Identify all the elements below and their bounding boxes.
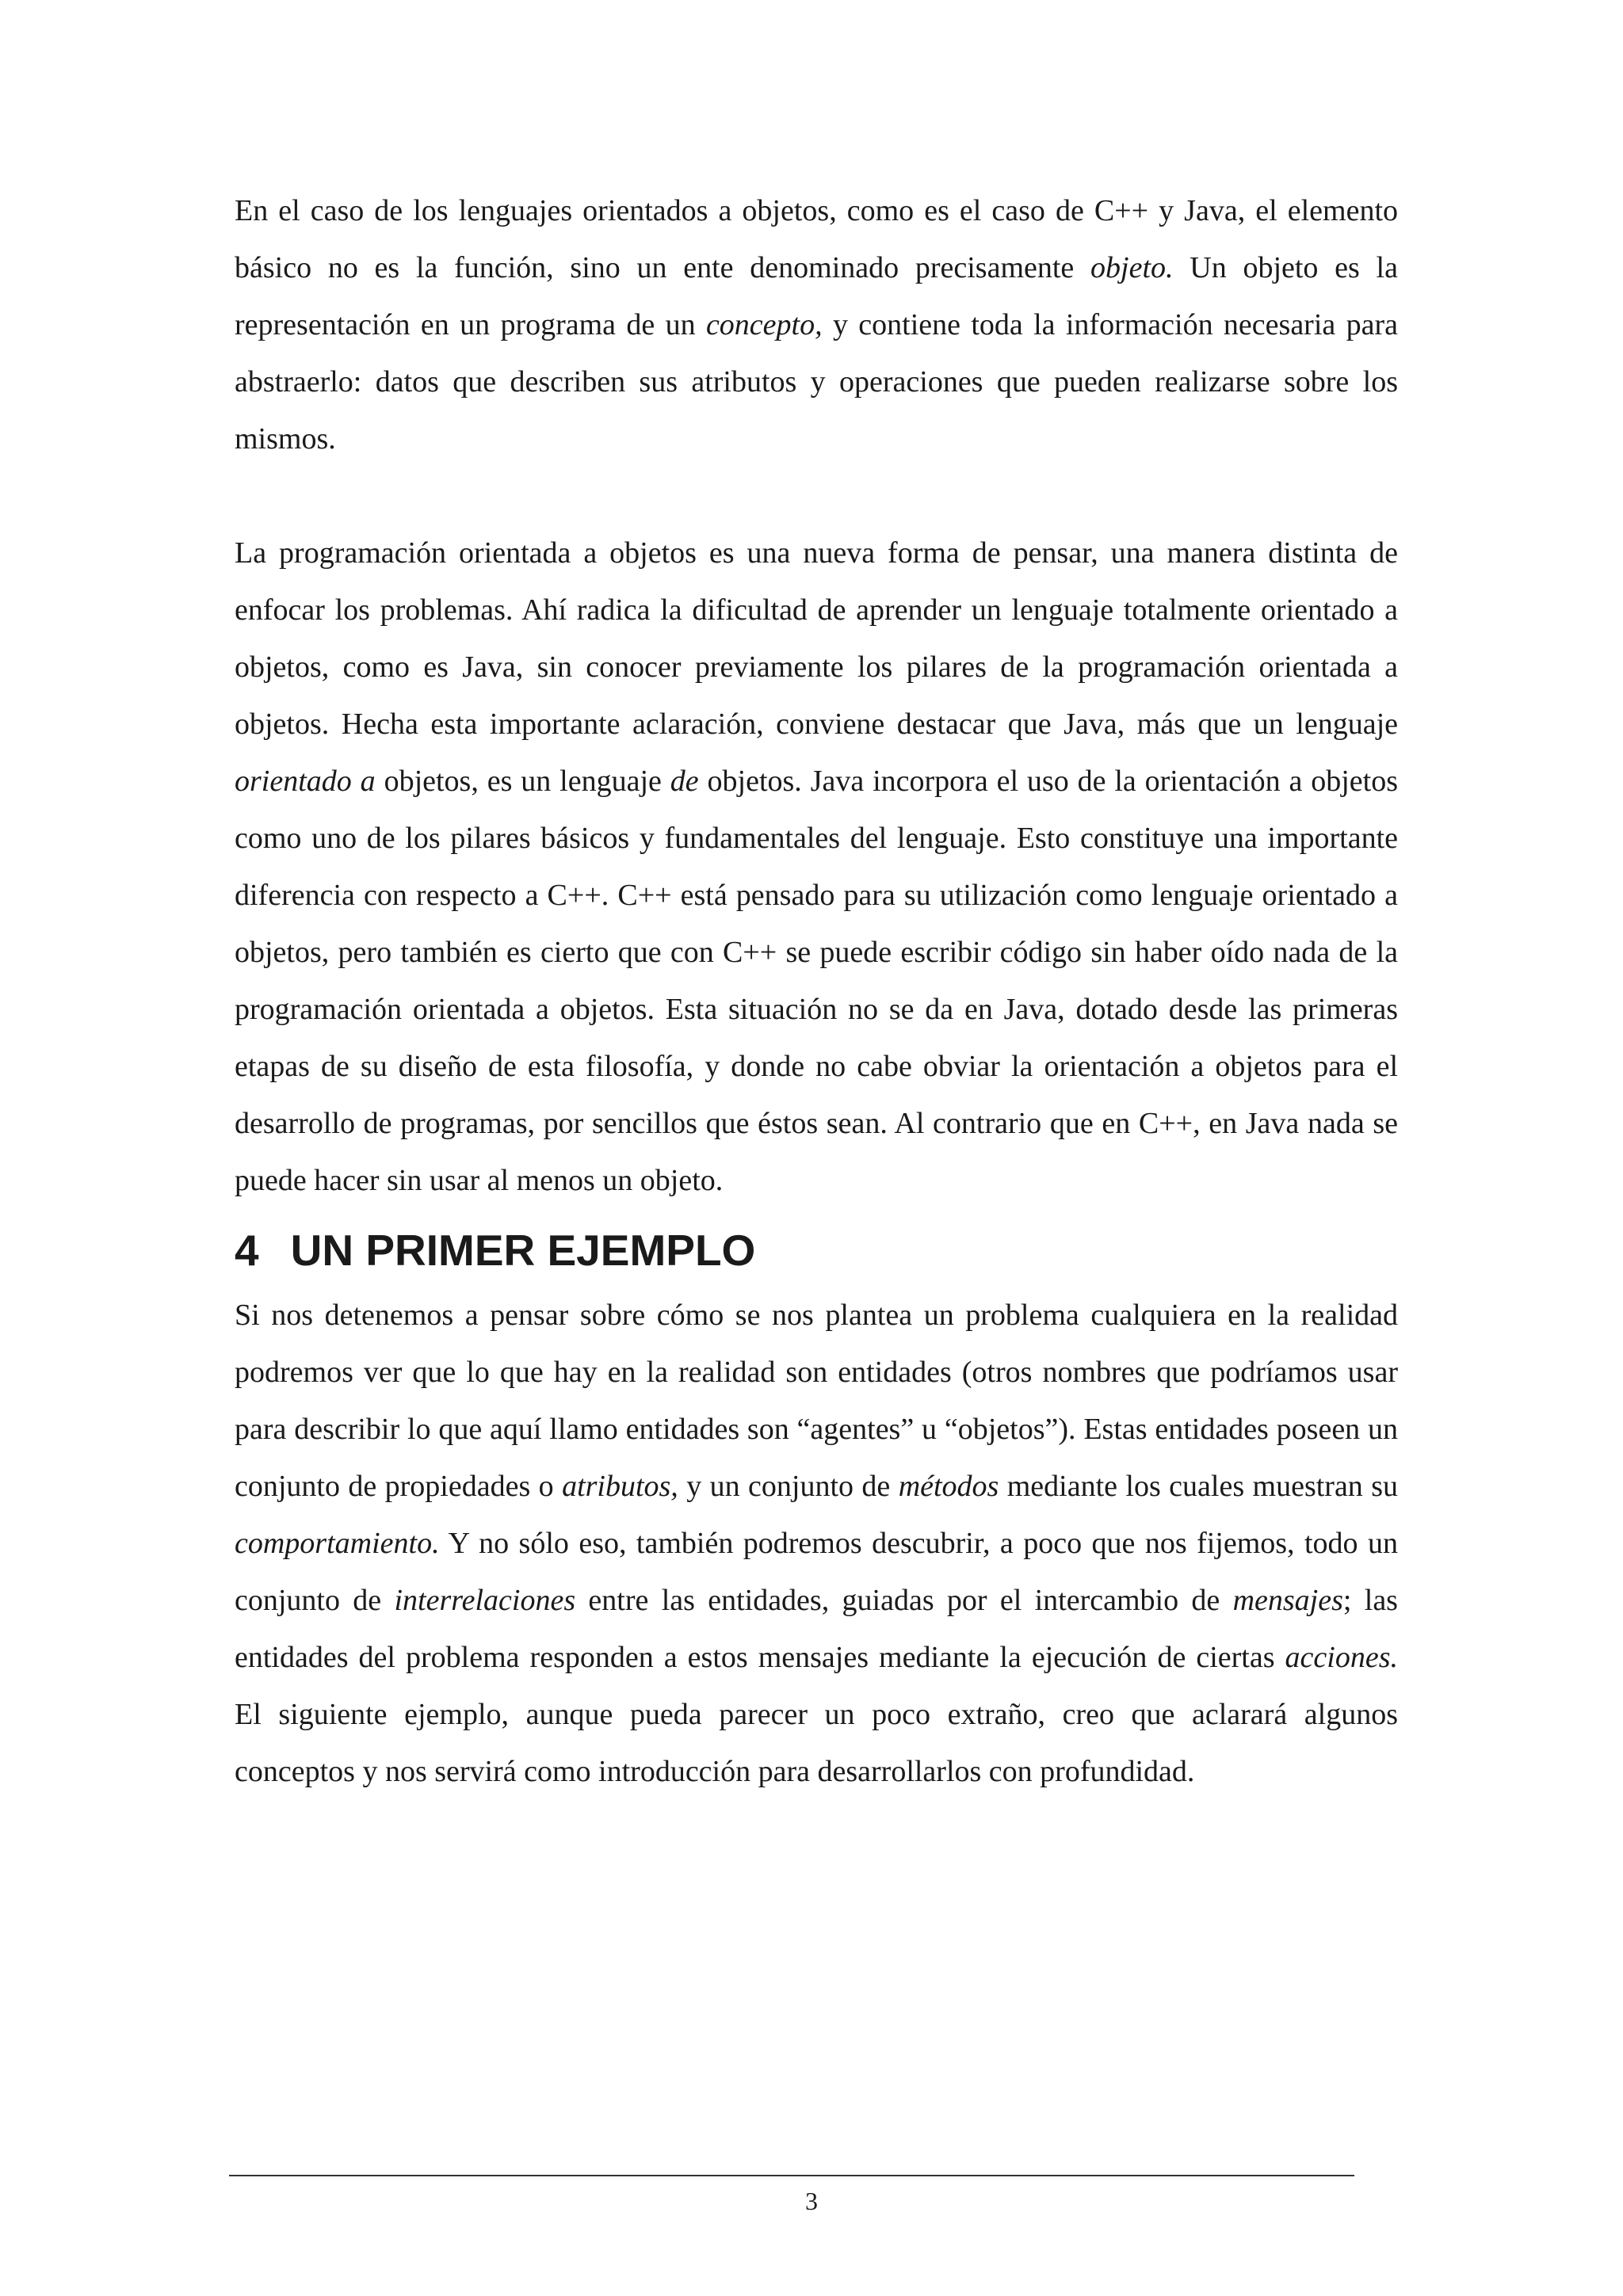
italic-term: concepto,	[705, 308, 823, 341]
text-run: El siguiente ejemplo, aunque pueda parecer un poco extraño, creo que aclarará algunos conceptos y nos servirá como introducción para desarrollarlos con profundidad.	[235, 1698, 1398, 1788]
italic-term: mensajes	[1232, 1584, 1343, 1617]
text-run: mediante los cuales muestran su	[999, 1470, 1398, 1503]
italic-term: métodos	[898, 1470, 999, 1503]
text-run: objetos, es un lenguaje	[375, 765, 670, 798]
page-number: 3	[805, 2187, 818, 2215]
section-paragraphs	[235, 1287, 1398, 1800]
text-run: Un objeto es la representación en un programa de un	[235, 251, 1398, 341]
intro-paragraphs	[235, 182, 1398, 1209]
italic-term: interrelaciones	[394, 1584, 576, 1617]
italic-term: de	[670, 765, 699, 798]
paragraph	[235, 524, 1398, 1209]
section-number: 4	[235, 1226, 259, 1275]
section-heading	[235, 1222, 1398, 1279]
italic-term: orientado a	[235, 765, 376, 798]
section-title: UN PRIMER EJEMPLO	[290, 1226, 756, 1275]
italic-term: atributos,	[562, 1470, 678, 1503]
paragraph	[235, 1287, 1398, 1800]
text-run: entre las entidades, guiadas por el intercambio de	[575, 1584, 1233, 1617]
text-run: objetos. Java incorpora el uso de la orientación a objetos como uno de los pilares básicos y fundamentales del lenguaje. Esto constituye una importante diferencia con respecto a C++. C++ está pensado para su utilización como lenguaje orientado a objetos, pero también es cierto que con C++ se puede escribir código sin haber oído nada de la programación orientada a objetos. Esta situación no se da en Java, dotado desde las primeras etapas de su diseño de esta filosofía, y donde no cabe obviar la orientación a objetos para el desarrollo de programas, por sencillos que éstos sean. Al contrario que en C++, en Java nada se puede hacer sin usar al menos un objeto.	[235, 765, 1398, 1197]
text-run: Si nos detenemos a pensar sobre cómo se nos plantea un problema cualquiera en la realidad podremos ver que lo que hay en la realidad son entidades (otros nombres que podríamos usar para describir lo que aquí llamo entidades son “agentes” u “objetos”). Estas entidades poseen un conjunto de propiedades o	[235, 1299, 1398, 1503]
italic-term: comportamiento.	[235, 1527, 440, 1560]
text-run: ; las entidades del problema responden a estos mensajes mediante la ejecución de ciertas	[235, 1584, 1398, 1674]
text-run: y contiene toda la información necesaria para abstraerlo: datos que describen sus atributos y operaciones que pueden realizarse sobre los mismos.	[235, 308, 1398, 456]
text-run: y un conjunto de	[678, 1470, 899, 1503]
text-run: Y no sólo eso, también podremos descubrir, a poco que nos fijemos, todo un conjunto de	[235, 1527, 1398, 1617]
text-run: La programación orientada a objetos es una nueva forma de pensar, una manera distinta de enfocar los problemas. Ahí radica la dificultad de aprender un lenguaje totalmente orientado a objetos, como es Java, sin conocer previamente los pilares de la programación orientada a objetos. Hecha esta importante aclaración, conviene destacar que Java, más que un lenguaje	[235, 536, 1398, 741]
italic-term: acciones.	[1285, 1641, 1398, 1674]
page-body	[235, 182, 1398, 1800]
italic-term: objeto.	[1090, 251, 1174, 284]
text-run: En el caso de los lenguajes orientados a objetos, como es el caso de C++ y Java, el elemento básico no es la función, sino un ente denominado precisamente	[235, 194, 1398, 284]
paragraph	[235, 182, 1398, 467]
footer-divider	[229, 2175, 1354, 2176]
